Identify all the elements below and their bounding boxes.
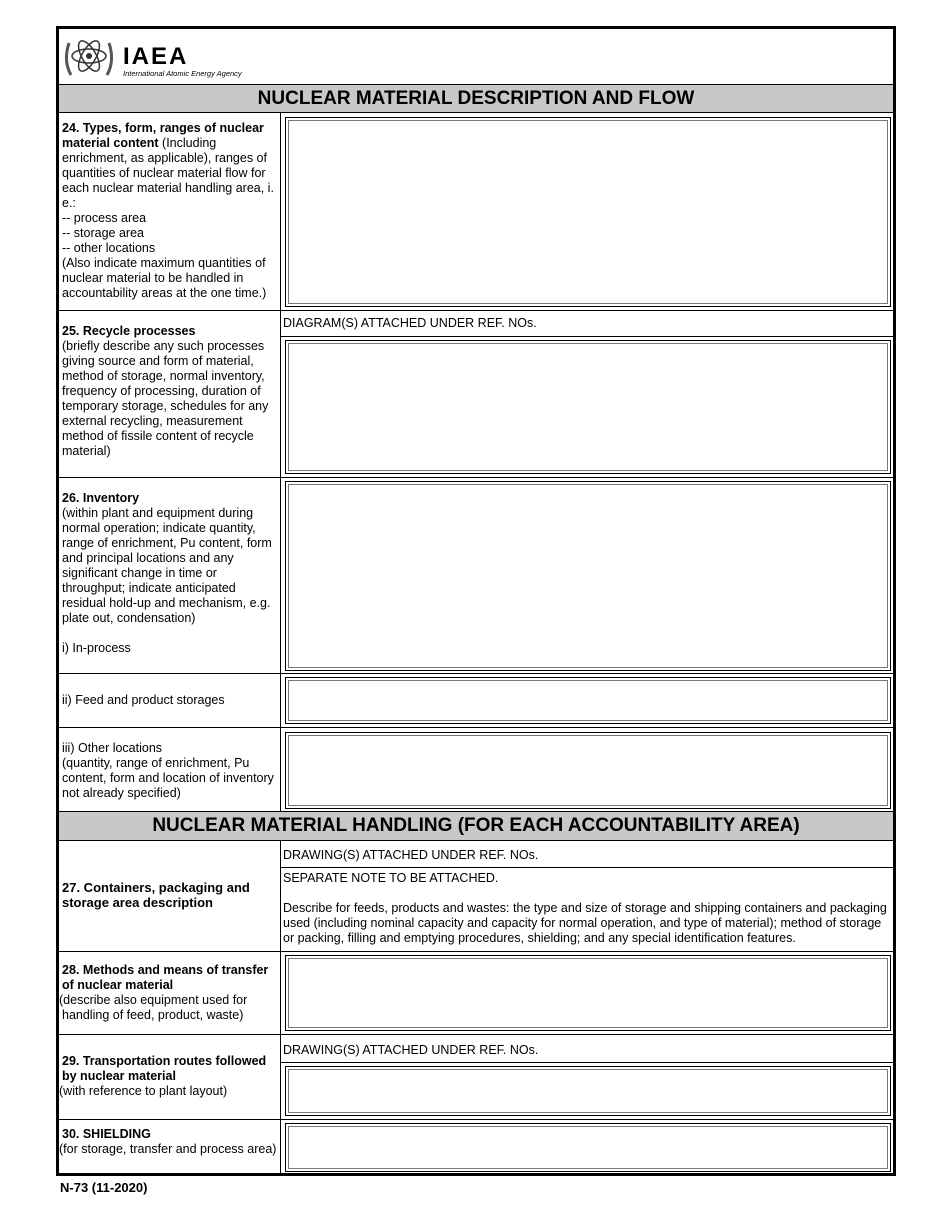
item27-separate-note: SEPARATE NOTE TO BE ATTACHED. [283, 871, 499, 885]
row-divider [280, 336, 893, 337]
item28-input-box[interactable] [285, 955, 891, 1031]
item24-storage-area: -- storage area [62, 226, 144, 240]
item26-feed-product-box[interactable] [285, 677, 891, 724]
item29-label [59, 1054, 280, 1099]
item25-label [62, 324, 280, 459]
item25-diagram-note: DIAGRAM(S) ATTACHED UNDER REF. NOs. [283, 316, 537, 330]
item26-in-process-box[interactable] [285, 481, 891, 671]
item26-other-desc: (quantity, range of enrichment, Pu content, form and location of inventory not already specified) [62, 756, 274, 800]
row-divider [59, 673, 893, 674]
column-divider-2 [280, 840, 281, 1176]
item24-input-box[interactable] [285, 117, 891, 307]
section-description-title: NUCLEAR MATERIAL DESCRIPTION AND FLOW [59, 84, 893, 113]
form-code: N-73 (11-2020) [60, 1180, 148, 1195]
item26-title: 26. Inventory [62, 491, 140, 505]
item29-input-box[interactable] [285, 1066, 891, 1116]
logo-agency-name: International Atomic Energy Agency [123, 69, 242, 78]
item24-title: 24. Types, form, ranges of nuclear material content [62, 121, 264, 150]
item30-title: 30. SHIELDING [62, 1127, 151, 1141]
item24-other-locations: -- other locations [62, 241, 156, 255]
item26-other-locations-box[interactable] [285, 732, 891, 809]
row-divider [280, 867, 893, 868]
item27-describe: Describe for feeds, products and wastes: the type and size of storage and shipping containers and packaging used (including nominal capacity and capacity for normal operation, and type of material); method of storage or packing, filling and emptying procedures, shielding; and any special identification features. [283, 901, 887, 945]
item25-desc: (briefly describe any such processes giving source and form of material, method of storage, normal inventory, frequency of processing, duration of temporary storage, schedules for any external recycling, measurement method of fissile content of recycle material) [62, 339, 269, 458]
form-frame [56, 26, 896, 1176]
item29-drawing-note: DRAWING(S) ATTACHED UNDER REF. NOs. [283, 1043, 539, 1057]
item28-title: 28. Methods and means of transfer of nuclear material [62, 963, 269, 992]
row-divider [59, 310, 893, 311]
item28-desc: (describe also equipment used for handling of feed, product, waste) [59, 993, 248, 1022]
item25-title: 25. Recycle processes [62, 324, 196, 338]
item27-title: 27. Containers, packaging and storage area description [62, 880, 250, 910]
iaea-emblem-icon [61, 31, 117, 81]
item29-desc: (with reference to plant layout) [59, 1084, 228, 1098]
item26-in-process: i) In-process [62, 641, 131, 655]
item26-feed-product-label [62, 693, 280, 708]
item24-process-area: -- process area [62, 211, 147, 225]
item26-label [62, 491, 280, 656]
row-divider [59, 1034, 893, 1035]
row-divider [59, 727, 893, 728]
item26-feed-product: ii) Feed and product storages [62, 693, 225, 707]
item30-desc: (for storage, transfer and process area) [59, 1142, 277, 1156]
item27-drawing-note: DRAWING(S) ATTACHED UNDER REF. NOs. [283, 848, 539, 862]
column-divider [280, 113, 281, 811]
item28-label [59, 963, 280, 1023]
item26-other-locations-label [62, 741, 280, 801]
item25-input-box[interactable] [285, 340, 891, 474]
item24-label [62, 121, 280, 301]
item30-label [59, 1127, 280, 1157]
item26-other-locations: iii) Other locations [62, 741, 163, 755]
item24-desc-b: (Also indicate maximum quantities of nuclear material to be handled in accountability areas at the one time.) [62, 256, 267, 300]
item24-desc-a: (Including enrichment, as applicable), ranges of quantities of nuclear material flow for each nuclear material handling area, i. e.: [62, 136, 274, 210]
row-divider [59, 1119, 893, 1120]
item30-input-box[interactable] [285, 1123, 891, 1172]
item29-title: 29. Transportation routes followed by nuclear material [62, 1054, 267, 1083]
section-handling-title: NUCLEAR MATERIAL HANDLING (FOR EACH ACCOUNTABILITY AREA) [59, 811, 893, 841]
row-divider [59, 477, 893, 478]
row-divider [59, 951, 893, 952]
iaea-logo [61, 31, 261, 83]
row-divider [280, 1062, 893, 1063]
item27-label [62, 880, 280, 910]
logo-acronym: IAEA [123, 43, 189, 70]
item26-desc: (within plant and equipment during normal operation; indicate quantity, range of enrichment, Pu content, form and principal locations and any significant change in time or throughput; indicate anticipated residual hold-up and mechanism, e.g. plate out, condensation) [62, 506, 272, 625]
